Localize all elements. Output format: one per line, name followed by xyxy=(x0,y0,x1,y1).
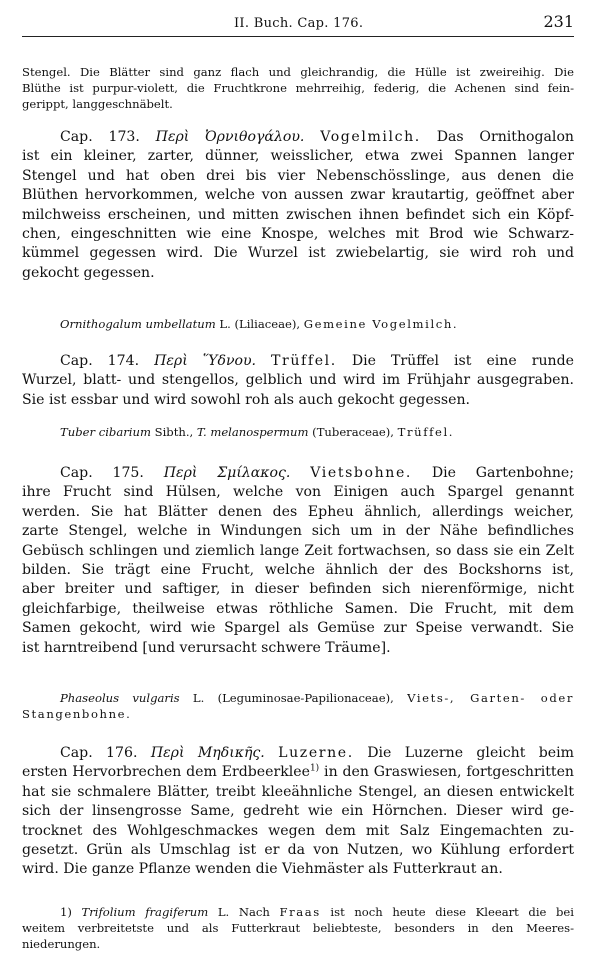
text-line: hat sie schmalere Blätter, treibt kleeähnliche Stengel, an diesen entwickelt xyxy=(22,783,574,800)
chapter-heading-line xyxy=(22,128,574,147)
text-line: trocknet des Wohlgeschmackes wegen dem mit Salz Eingemachten zu- xyxy=(22,822,574,839)
text-line: ist harntreibend [und verursacht schwere Träume]. xyxy=(22,639,391,656)
species-name: Phaseolus vulgaris xyxy=(60,691,180,705)
text-line: Samen gekocht, wird wie Spargel als Gemüse zur Speise verwandt. Sie xyxy=(22,620,574,637)
heading-rest: Die Gartenbohne; xyxy=(431,465,575,481)
chapter-heading-line xyxy=(22,744,574,763)
note-175 xyxy=(22,690,574,722)
species-note: Phaseolus vulgaris L. (Leguminosae-Papilionaceae), Viets-, Garten- oder xyxy=(60,691,574,705)
text-line: werden. Sie hat Blätter denen des Epheu ähnlich, allerdings weicher, xyxy=(22,503,574,520)
greek-title: Περὶ Σμίλακος. xyxy=(163,465,291,481)
text-line: kümmel gegessen wird. Die Wurzel ist zwiebelartig, sie wird roh und xyxy=(22,245,574,262)
text-line: gekocht gegessen. xyxy=(22,264,155,281)
heading-rest: Die Luzerne gleicht beim xyxy=(367,745,575,761)
chapter-number: Cap. 176. xyxy=(60,745,138,761)
heading-rest: Die Trüffel ist eine runde xyxy=(351,353,574,369)
heading-rest: Das Ornithogalon xyxy=(436,129,575,145)
text-line: gesetzt. Grün als Umschlag ist er da von Nutzen, wo Kühlung erfordert xyxy=(22,842,574,859)
note-173 xyxy=(22,316,574,332)
text-line: gleichfarbige, theilweise etwas röthliche Samen. Die Frucht, mit dem xyxy=(22,600,574,617)
common-name: Stangenbohne. xyxy=(22,707,132,721)
plant-name: Luzerne. xyxy=(278,745,354,761)
running-title: II. Buch. Cap. 176. xyxy=(234,16,364,31)
greek-title: Περὶ Ὕδνου. xyxy=(154,353,257,369)
chapter-173 xyxy=(22,128,574,283)
text-line: ersten Hervorbrechen dem Erdbeerklee$^{1)}$ in den Graswiesen, fortgeschritten xyxy=(22,763,574,781)
footnote-marker: 1) xyxy=(60,905,72,919)
chapter-number: Cap. 175. xyxy=(60,465,144,481)
text-line: Gebüsch schlingen und ziemlich lange Zeit fortwachsen, so dass sie ein Zelt xyxy=(22,542,574,559)
text-line: Blüthen hervorkommen, welche von aussen zwar krautartig, geöffnet aber xyxy=(22,187,574,204)
text-line: milchweiss erscheinen, und mitten zwischen ihnen befindet sich ein Köpf- xyxy=(22,206,574,223)
text-line: sich der linsengrosse Same, gedreht wie ein Hörnchen. Dieser wird ge- xyxy=(22,803,574,820)
author-name: Fraas xyxy=(279,905,321,919)
text-line: aber breiter und saftiger, in dieser befinden sich nierenförmige, nicht xyxy=(22,581,574,598)
chapter-176 xyxy=(22,744,574,880)
plant-name: Vogelmilch. xyxy=(320,129,421,145)
chapter-number: Cap. 173. xyxy=(60,129,140,145)
text-line: ist ein kleiner, zarter, dünner, weisslicher, etwa zwei Spannen langer xyxy=(22,148,574,165)
text-line: bilden. Sie trägt eine Frucht, welche ähnlich der des Bockshorns ist, xyxy=(22,562,574,579)
footnote-line: niederungen. xyxy=(22,937,101,951)
plant-name: Vietsbohne. xyxy=(310,465,412,481)
species-note: Ornithogalum umbellatum L. (Liliaceae), Gemeine Vogelmilch. xyxy=(60,317,459,331)
greek-title: Περὶ Μηδικῆς. xyxy=(150,745,265,761)
footnote-marker: 1) xyxy=(309,763,320,774)
footnote-line: weitem verbreitetste und als Futterkraut beliebteste, besonders in den Meeres- xyxy=(22,921,574,935)
species-name: Tuber cibarium xyxy=(60,425,151,439)
text-line: Blüthe ist purpur-violett, die Fruchtkrone mehrreihig, federig, die Achenen sind fein- xyxy=(22,81,574,95)
chapter-heading-line xyxy=(22,464,574,483)
species-name: Ornithogalum umbellatum xyxy=(60,317,216,331)
text-line: Stengel. Die Blätter sind ganz flach und gleichrandig, die Hülle ist zweireihig. Die xyxy=(22,65,574,79)
text-line: Stengel und hat oben drei bis vier Nebenschösslinge, aus denen die xyxy=(22,167,574,184)
note-174 xyxy=(22,424,574,440)
chapter-175 xyxy=(22,464,574,658)
footnote xyxy=(22,904,574,952)
chapter-number: Cap. 174. xyxy=(60,353,140,369)
chapter-174 xyxy=(22,352,574,410)
page-number: 231 xyxy=(543,12,574,31)
text-line: Sie ist essbar und wird sowohl roh als auch gekocht gegessen. xyxy=(22,391,471,408)
common-name: Viets-, Garten- oder xyxy=(407,691,574,705)
text-line: Wurzel, blatt- und stengellos, gelblich und wird im Frühjahr ausgegraben. xyxy=(22,372,574,389)
running-header xyxy=(22,10,574,37)
species-name: T. melanospermum xyxy=(196,425,309,439)
common-name: Gemeine Vogelmilch. xyxy=(303,317,459,331)
text-line: zarte Stengel, welche in Windungen sich um in der Nähe befindliches xyxy=(22,523,574,540)
common-name: Trüffel. xyxy=(397,425,455,439)
greek-title: Περὶ Ὀρνιθογάλου. xyxy=(155,129,305,145)
text-line: gerippt, langgeschnäbelt. xyxy=(22,97,173,111)
species-name: Trifolium fragiferum xyxy=(81,905,209,919)
intro-paragraph xyxy=(22,64,574,112)
footnote-line: 1) Trifolium fragiferum L. Nach Fraas ist noch heute diese Kleeart die bei xyxy=(60,905,574,919)
chapter-heading-line xyxy=(22,352,574,371)
text-line: chen, eingeschnitten wie eine Knospe, welches mit Brod wie Schwarz- xyxy=(22,226,574,243)
plant-name: Trüffel. xyxy=(271,353,337,369)
text-line: ihre Frucht sind Hülsen, welche von Einigen auch Spargel genannt xyxy=(22,484,574,501)
species-note: Tuber cibarium Sibth., T. melanospermum (Tuberaceae), Trüffel. xyxy=(60,425,455,439)
text-line: wird. Die ganze Pflanze wenden die Viehmäster als Futterkraut an. xyxy=(22,861,503,878)
